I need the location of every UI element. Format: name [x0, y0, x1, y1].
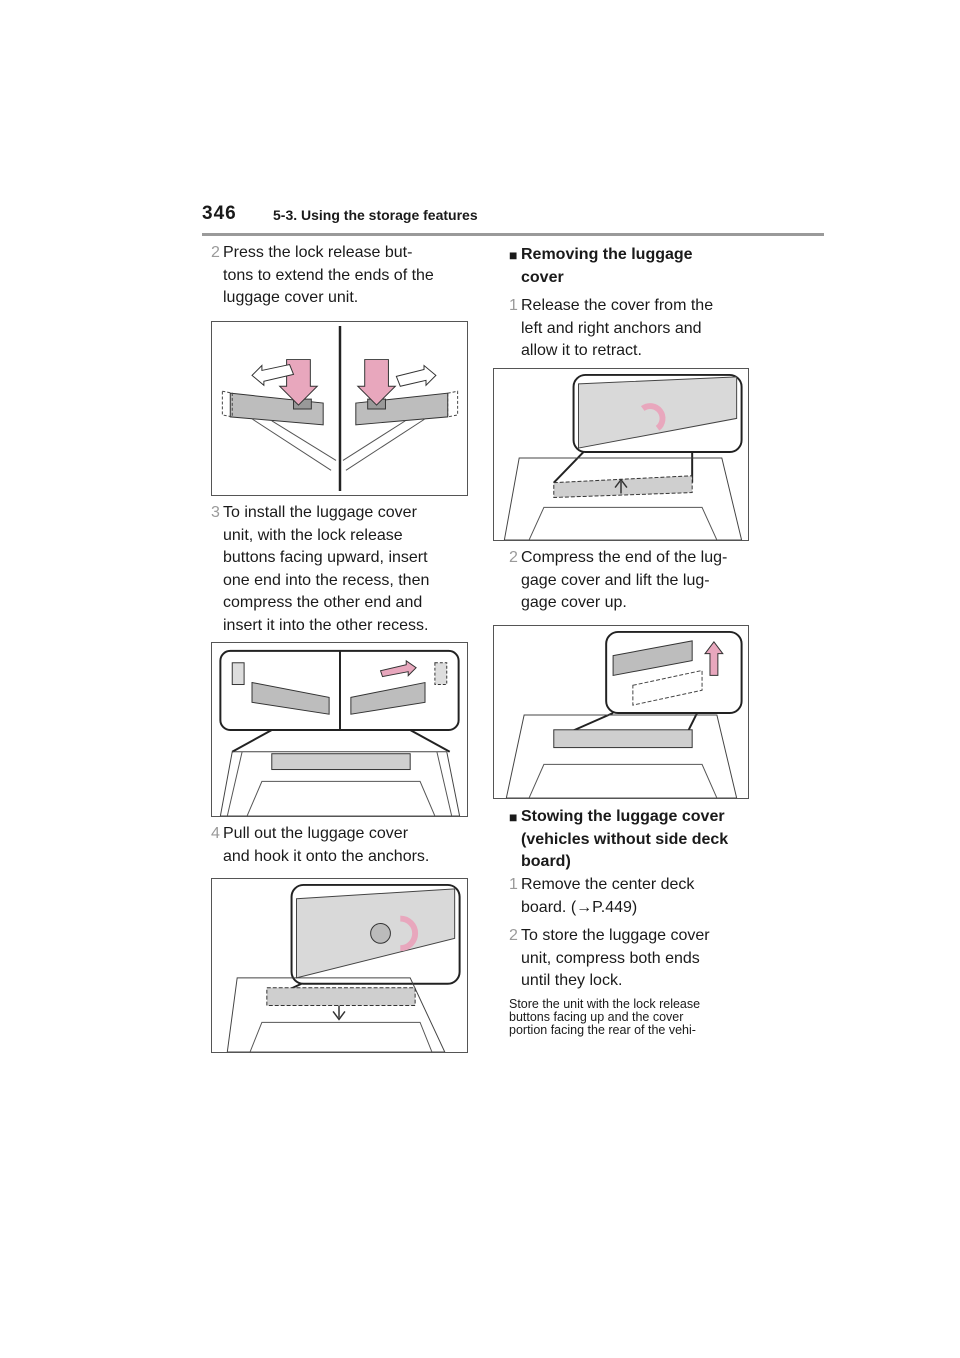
heading-bullet: ■ — [509, 809, 518, 825]
step-number: 2 — [509, 927, 518, 944]
section-title: 5-3. Using the storage features — [273, 207, 478, 223]
step-text: Compress the end of the lug- gage cover and lift the lug- gage cover up. — [521, 549, 728, 611]
heading-text: Removing the luggage cover — [521, 246, 693, 286]
figure-lock-release-buttons — [211, 321, 468, 496]
page-header — [202, 203, 822, 233]
step-text: Press the lock release but- tons to extend the ends of the luggage cover unit. — [223, 244, 434, 306]
step-text: Pull out the luggage cover and hook it onto the anchors. — [223, 825, 430, 865]
step-text: Remove the center deck board. (→P.449) — [521, 876, 695, 916]
stowing-note: Store the unit with the lock release buttons facing up and the cover portion facing the rear of the vehi- — [509, 997, 701, 1037]
heading-bullet: ■ — [509, 247, 518, 263]
figure-lift-cover — [493, 625, 749, 799]
figure-release-anchors — [493, 368, 749, 541]
header-rule — [202, 233, 824, 236]
heading-text: Stowing the luggage cover (vehicles without side deck board) — [521, 808, 729, 870]
step-number: 2 — [211, 244, 220, 261]
step-number: 3 — [211, 504, 220, 521]
figure-install-cover-recess — [211, 642, 468, 817]
step-number: 4 — [211, 825, 220, 842]
figure-hook-anchors — [211, 878, 468, 1053]
step-number: 1 — [509, 876, 518, 893]
step-text: To store the luggage cover unit, compress both ends until they lock. — [521, 927, 710, 989]
step-text: Release the cover from the left and right anchors and allow it to retract. — [521, 297, 714, 359]
step-text: To install the luggage cover unit, with the lock release buttons facing upward, insert one end into the recess, then compress the other end and insert it into the other recess. — [223, 504, 430, 634]
step-number: 1 — [509, 297, 518, 314]
page-number: 346 — [202, 203, 237, 224]
step-number: 2 — [509, 549, 518, 566]
